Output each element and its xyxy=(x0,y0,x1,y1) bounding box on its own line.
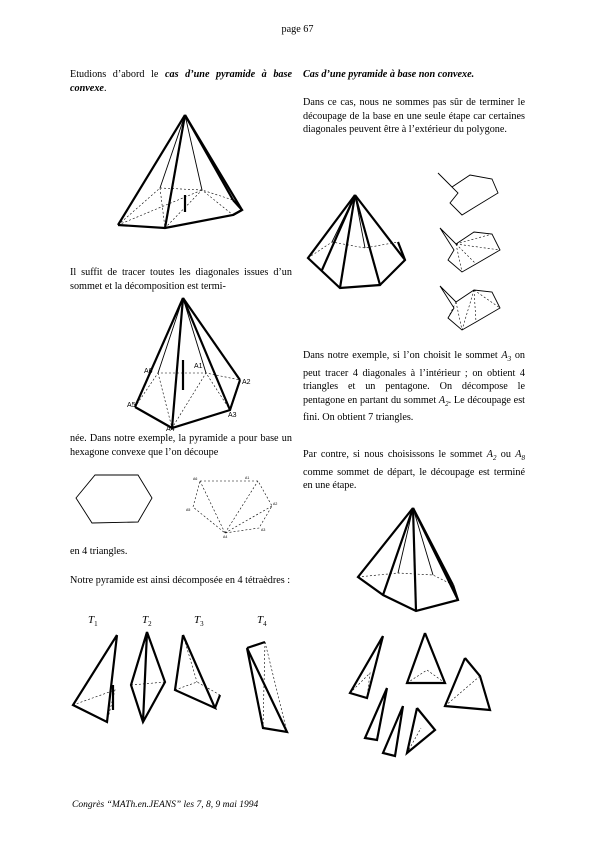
hex-vertex-label: A5 xyxy=(186,508,191,512)
page-number: page 67 xyxy=(281,24,314,35)
tetrahedra-figure xyxy=(65,630,305,740)
hex-vertex-label: A2 xyxy=(273,502,278,506)
hexagon-figure xyxy=(70,470,155,530)
left-intro-text: Etudions d’abord le xyxy=(70,69,165,80)
left-intro-paragraph xyxy=(70,68,292,95)
right-intro-paragraph: Dans ce cas, nous ne sommes pas sûr de terminer le découpage de la base en une seule étape car certaines diagonales peuvent être à l’extérieur du polygone. xyxy=(303,97,525,136)
nonconvex-pyramid-figure xyxy=(300,190,420,305)
hexagon-diagonals-figure xyxy=(185,473,280,538)
tetra-label-4: $T_4$ xyxy=(257,614,267,629)
vertex-label: A1 xyxy=(194,363,203,370)
left-tetrahedra-paragraph: Notre pyramide est ainsi décomposée en 4 tétraèdres : xyxy=(70,575,291,586)
vertex-label: A2 xyxy=(242,379,251,386)
left-diagonals-paragraph: Il suffit de tracer toutes les diagonales issues d’un sommet et la décomposition est termi- xyxy=(70,267,292,292)
hex-vertex-label: A4 xyxy=(223,535,228,539)
vertex-label: A5 xyxy=(127,402,136,409)
hex-vertex-label: A1 xyxy=(245,476,250,480)
left-intro-emphasis: cas d’une pyramide à base convexe xyxy=(70,69,293,94)
vertex-label: A3 xyxy=(228,412,237,419)
hex-vertex-label: A6 xyxy=(193,477,198,481)
right-heading: Cas d’une pyramide à base non convexe. xyxy=(303,69,475,80)
tetra-label-2: $T_2$ xyxy=(142,614,152,629)
tetra-label-3: $T_3$ xyxy=(194,614,204,629)
right-alternative-paragraph: Par contre, si nous choisissons le sommet $A_2$ ou $A_8$ comme sommet de départ, le découpage est terminé en une étape. xyxy=(303,449,526,492)
right-example-paragraph: Dans notre exemple, si l’on choisit le sommet $A_3$ on peut tracer 4 diagonales à l’intérieur ; on obtient 4 triangles et un pentagone. On décompose le pentagone en partant du sommet $A_2$. Le découpage est fini. On obtient 7 triangles. xyxy=(303,350,526,424)
nonconvex-pyramid-figure-2 xyxy=(338,505,468,615)
footer-conference: Congrès “MATh.en.JEANS” les 7, 8, 9 mai 1994 xyxy=(72,800,259,810)
hex-vertex-label: A3 xyxy=(261,528,266,532)
polygon-decomposition-figure-2 xyxy=(428,280,508,335)
nonconvex-polygon-figure xyxy=(430,165,505,220)
left-hexagon-paragraph: née. Dans notre exemple, la pyramide a pour base un hexagone convexe que l’on découpe xyxy=(70,433,292,458)
labelled-pyramid-figure xyxy=(118,295,268,445)
polygon-decomposition-figure-1 xyxy=(428,222,508,277)
convex-pyramid-figure xyxy=(110,110,250,260)
exploded-tetrahedra-figure xyxy=(345,628,495,758)
tetra-label-1: $T_1$ xyxy=(88,614,98,629)
vertex-label: A4 xyxy=(166,426,175,433)
vertex-label: A6 xyxy=(144,368,153,375)
left-intro-period: . xyxy=(103,82,107,94)
left-four-triangles-text: en 4 triangles. xyxy=(70,546,128,557)
